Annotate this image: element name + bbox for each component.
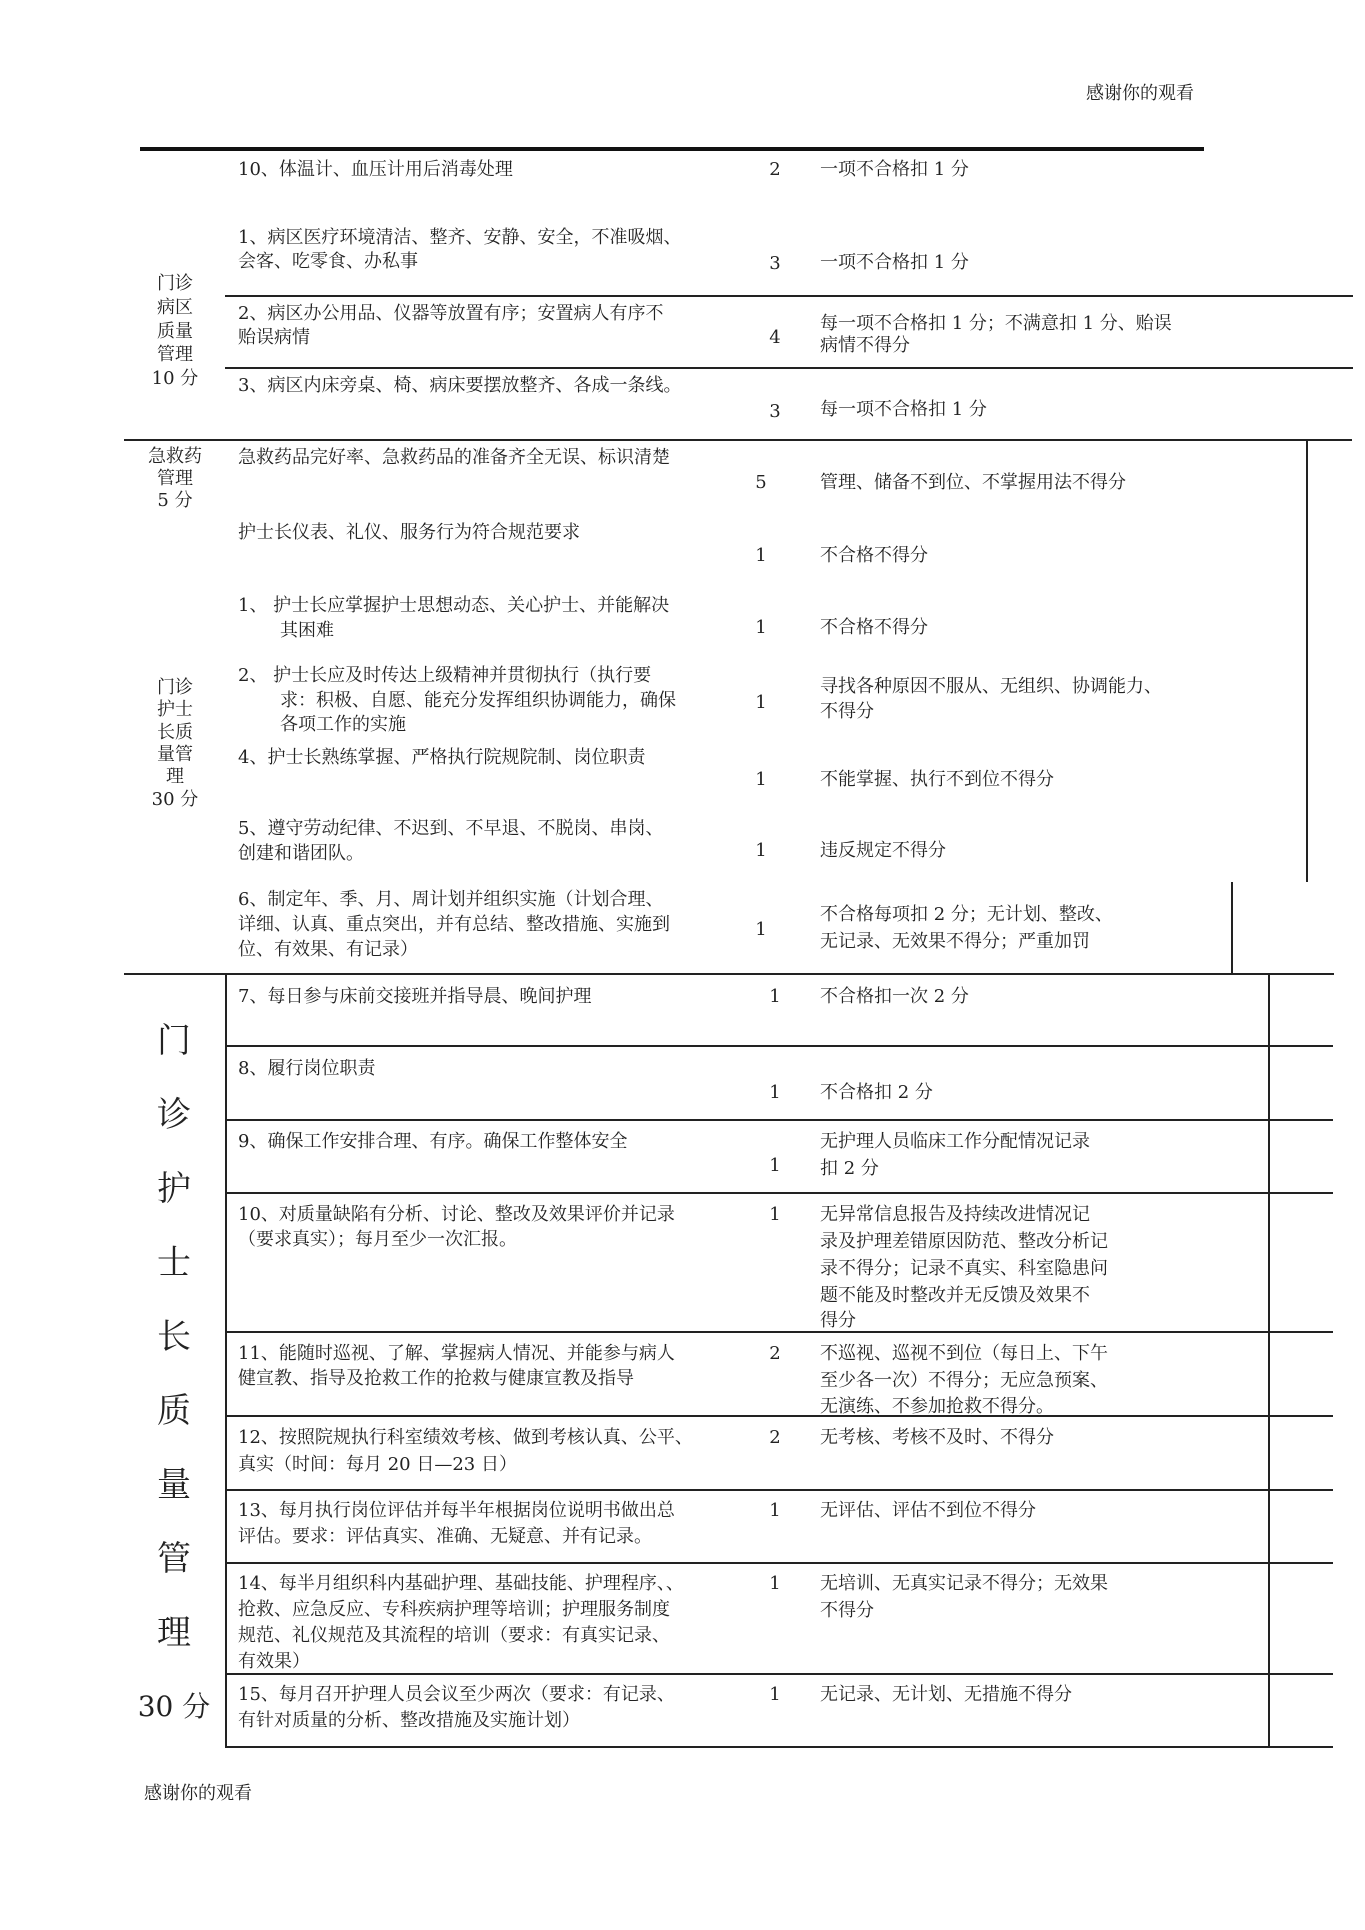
section-divider xyxy=(124,973,1334,975)
row-criteria: 管理、储备不到位、不掌握用法不得分 xyxy=(820,472,1126,493)
row-item-line: 13、每月执行岗位评估并每半年根据岗位说明书做出总 xyxy=(238,1500,675,1521)
row-item-line: 10、对质量缺陷有分析、讨论、整改及效果评价并记录 xyxy=(238,1204,675,1225)
row-item-line: 健宣教、指导及抢救工作的抢救与健康宣教及指导 xyxy=(238,1368,634,1389)
row-item-line: 规范、礼仪规范及其流程的培训（要求：有真实记录、 xyxy=(238,1625,670,1646)
row-item-line: 各项工作的实施 xyxy=(280,714,406,735)
row-item-line: 抢救、应急反应、专科疾病护理等培训；护理服务制度 xyxy=(238,1599,670,1620)
row-score: 4 xyxy=(769,327,781,348)
row-item-line: 2、 护士长应及时传达上级精神并贯彻执行（执行要 xyxy=(238,665,652,686)
row-divider xyxy=(225,1562,1333,1564)
row-criteria: 不合格不得分 xyxy=(820,617,928,638)
header-note: 感谢你的观看 xyxy=(1086,83,1194,104)
row-criteria-line: 至少各一次）不得分；无应急预案、 xyxy=(820,1370,1108,1391)
section1-category: 门诊 病区 质量 管理 10 分 xyxy=(151,273,199,389)
row-divider xyxy=(225,1192,1333,1194)
row-item-line: 11、能随时巡视、了解、掌握病人情况、并能参与病人 xyxy=(238,1343,675,1364)
row-item-line: 位、有效果、有记录） xyxy=(238,939,418,960)
row-criteria: 不合格不得分 xyxy=(820,545,928,566)
row-item-line: 5、遵守劳动纪律、不迟到、不早退、不脱岗、串岗、 xyxy=(238,818,664,839)
row-score: 1 xyxy=(755,545,767,566)
row-criteria: 一项不合格扣 1 分 xyxy=(820,159,969,180)
section2-category: 急救药 管理 5 分 xyxy=(148,446,202,511)
section-divider xyxy=(124,439,1352,441)
row-criteria-line: 不巡视、巡视不到位（每日上、下午 xyxy=(820,1343,1108,1364)
row-score: 1 xyxy=(755,840,767,861)
row-criteria-line: 无培训、无真实记录不得分；无效果 xyxy=(820,1573,1108,1594)
row-item: 护士长仪表、礼仪、服务行为符合规范要求 xyxy=(238,522,580,543)
row-item-line: 1、 护士长应掌握护士思想动态、关心护士、并能解决 xyxy=(238,595,670,616)
row-item-line: 真实（时间：每月 20 日—23 日） xyxy=(238,1454,517,1475)
row-item: 10、体温计、血压计用后消毒处理 xyxy=(238,159,513,180)
row-item: 急救药品完好率、急救药品的准备齐全无误、标识清楚 xyxy=(238,447,670,468)
row-score: 1 xyxy=(755,617,767,638)
row-criteria-line: 扣 2 分 xyxy=(820,1158,879,1179)
row-criteria: 无考核、考核不及时、不得分 xyxy=(820,1427,1054,1448)
column-divider xyxy=(1231,882,1233,973)
row-item-line: 创建和谐团队。 xyxy=(238,843,364,864)
row-criteria: 不合格扣一次 2 分 xyxy=(820,986,969,1007)
row-item: 9、确保工作安排合理、有序。确保工作整体安全 xyxy=(238,1131,628,1152)
row-criteria: 不合格扣 2 分 xyxy=(820,1082,933,1103)
row-criteria-line: 无护理人员临床工作分配情况记录 xyxy=(820,1131,1090,1152)
row-criteria-line: 寻找各种原因不服从、无组织、协调能力、 xyxy=(820,676,1162,697)
row-score: 5 xyxy=(755,472,767,493)
row-criteria-line: 得分 xyxy=(820,1310,856,1331)
row-divider xyxy=(225,1746,1333,1748)
row-score: 1 xyxy=(769,1155,781,1176)
row-criteria-line: 不得分 xyxy=(820,701,874,722)
row-criteria-line: 无演练、不参加抢救不得分。 xyxy=(820,1396,1054,1417)
row-criteria-line: 无异常信息报告及持续改进情况记 xyxy=(820,1204,1090,1225)
row-criteria-line: 不合格每项扣 2 分；无计划、整改、 xyxy=(820,904,1113,925)
row-score: 1 xyxy=(769,1500,781,1521)
row-item-line: 详细、认真、重点突出，并有总结、整改措施、实施到 xyxy=(238,914,670,935)
section4-category: 门 诊 护 士 长 质 量 管 理 30 分 xyxy=(137,1021,211,1723)
row-divider xyxy=(225,1119,1333,1121)
row-score: 2 xyxy=(769,159,781,180)
row-item-line: 6、制定年、季、月、周计划并组织实施（计划合理、 xyxy=(238,889,664,910)
row-criteria-line: 不得分 xyxy=(820,1600,874,1621)
row-criteria-line: 无记录、无效果不得分；严重加罚 xyxy=(820,931,1090,952)
column-divider xyxy=(1306,439,1308,882)
top-rule xyxy=(140,147,1204,151)
row-criteria-line: 录及护理差错原因防范、整改分析记 xyxy=(820,1231,1108,1252)
row-item-line: 有针对质量的分析、整改措施及实施计划） xyxy=(238,1710,580,1731)
row-criteria-line: 题不能及时整改并无反馈及效果不 xyxy=(820,1285,1090,1306)
row-item-line: 贻误病情 xyxy=(238,327,310,348)
row-score: 1 xyxy=(755,919,767,940)
footer-note: 感谢你的观看 xyxy=(144,1783,252,1804)
row-item-line: （要求真实）；每月至少一次汇报。 xyxy=(238,1229,517,1250)
row-item-line: 有效果） xyxy=(238,1651,310,1672)
row-item-line: 会客、吃零食、办私事 xyxy=(238,251,418,272)
row-item-line: 14、每半月组织科内基础护理、基础技能、护理程序、、 xyxy=(238,1573,684,1594)
row-item-line: 15、每月召开护理人员会议至少两次（要求：有记录、 xyxy=(238,1684,675,1705)
row-item: 8、履行岗位职责 xyxy=(238,1058,376,1079)
row-criteria: 违反规定不得分 xyxy=(820,840,946,861)
row-criteria: 不能掌握、执行不到位不得分 xyxy=(820,769,1054,790)
row-item-line: 1、病区医疗环境清洁、整齐、安静、安全，不准吸烟、 xyxy=(238,227,682,248)
row-divider xyxy=(225,1045,1333,1047)
row-criteria: 每一项不合格扣 1 分 xyxy=(820,399,987,420)
column-divider xyxy=(225,973,227,1746)
row-item: 4、护士长熟练掌握、严格执行院规院制、岗位职责 xyxy=(238,747,646,768)
column-divider xyxy=(1268,973,1270,1746)
section3-category: 门诊 护士 长质 量管 理 30 分 xyxy=(151,677,199,810)
row-item: 7、每日参与床前交接班并指导晨、晚间护理 xyxy=(238,986,592,1007)
row-score: 1 xyxy=(755,769,767,790)
row-divider xyxy=(225,295,1353,297)
row-item-line: 求：积极、自愿、能充分发挥组织协调能力，确保 xyxy=(280,690,676,711)
row-divider xyxy=(225,1415,1333,1417)
row-score: 1 xyxy=(755,692,767,713)
row-criteria-line: 每一项不合格扣 1 分；不满意扣 1 分、贻误 xyxy=(820,313,1172,334)
row-divider xyxy=(225,1331,1333,1333)
row-score: 1 xyxy=(769,1684,781,1705)
row-item-line: 12、按照院规执行科室绩效考核、做到考核认真、公平、 xyxy=(238,1427,693,1448)
row-score: 1 xyxy=(769,1082,781,1103)
row-criteria-line: 录不得分；记录不真实、科室隐患问 xyxy=(820,1258,1108,1279)
row-divider xyxy=(225,367,1353,369)
row-criteria: 一项不合格扣 1 分 xyxy=(820,252,969,273)
row-divider xyxy=(225,1489,1333,1491)
row-score: 2 xyxy=(769,1427,781,1448)
row-criteria: 无记录、无计划、无措施不得分 xyxy=(820,1684,1072,1705)
row-criteria-line: 病情不得分 xyxy=(820,335,910,356)
row-divider xyxy=(225,1673,1333,1675)
row-item-line: 其困难 xyxy=(280,620,334,641)
row-score: 3 xyxy=(769,401,781,422)
row-item: 3、病区内床旁桌、椅、病床要摆放整齐、各成一条线。 xyxy=(238,375,682,396)
row-score: 1 xyxy=(769,1204,781,1225)
row-score: 1 xyxy=(769,1573,781,1594)
row-score: 2 xyxy=(769,1343,781,1364)
row-score: 3 xyxy=(769,253,781,274)
row-item-line: 评估。要求：评估真实、准确、无疑意、并有记录。 xyxy=(238,1526,652,1547)
row-score: 1 xyxy=(769,986,781,1007)
row-criteria: 无评估、评估不到位不得分 xyxy=(820,1500,1036,1521)
row-item-line: 2、病区办公用品、仪器等放置有序；安置病人有序不 xyxy=(238,303,664,324)
